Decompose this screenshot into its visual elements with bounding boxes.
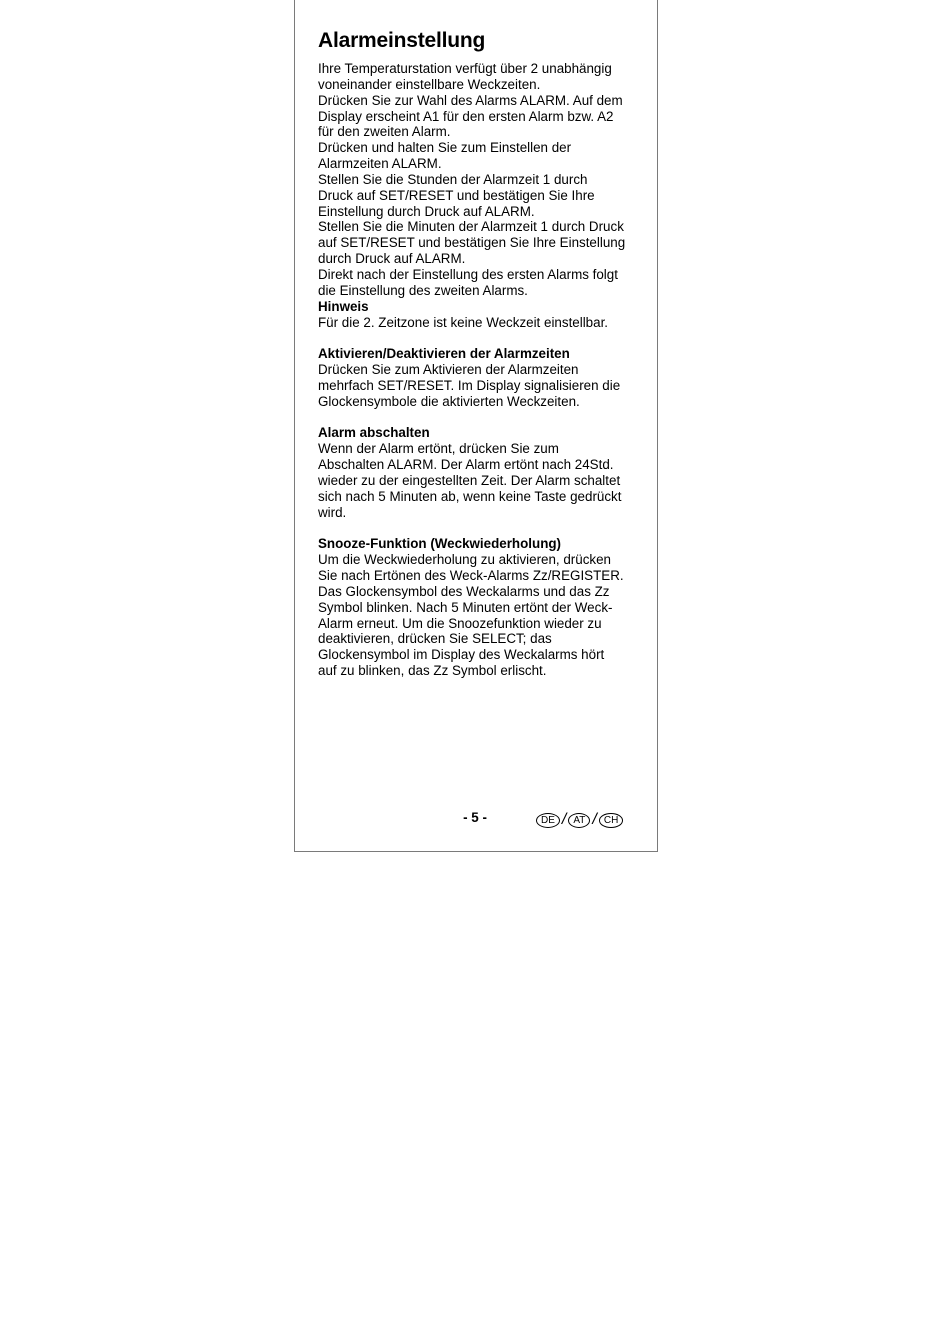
hint-section (318, 299, 643, 331)
text-line: Stellen Sie die Stunden der Alarmzeit 1 durch (318, 171, 588, 187)
snooze-heading: Snooze-Funktion (Weckwiederholung) (318, 536, 562, 552)
activate-section (318, 346, 643, 409)
text-line: für den zweiten Alarm. (318, 124, 451, 140)
country-badge-de: DE (536, 813, 560, 828)
text-line: Drücken Sie zur Wahl des Alarms ALARM. Auf dem (318, 92, 623, 108)
text-line: Direkt nach der Einstellung des ersten Alarms folgt (318, 266, 618, 282)
page-number: - 5 - (463, 810, 487, 825)
text-line: Das Glockensymbol des Weckalarms und das Zz (318, 583, 610, 599)
text-line: auf zu blinken, das Zz Symbol erlischt. (318, 663, 547, 679)
intro-section (318, 61, 643, 299)
text-line: wird. (318, 504, 347, 520)
country-badges (536, 812, 623, 828)
separator: / (561, 811, 567, 828)
text-line: Wenn der Alarm ertönt, drücken Sie zum (318, 441, 559, 457)
text-line: Druck auf SET/RESET und bestätigen Sie Ihre (318, 187, 595, 203)
snooze-section (318, 536, 643, 679)
text-line: Für die 2. Zeitzone ist keine Weckzeit einstellbar. (318, 314, 609, 330)
text-line: Einstellung durch Druck auf ALARM. (318, 203, 535, 219)
text-line: Symbol blinken. Nach 5 Minuten ertönt der Weck- (318, 599, 613, 615)
text-line: mehrfach SET/RESET. Im Display signalisieren die (318, 377, 621, 393)
hint-heading: Hinweis (318, 298, 369, 314)
text-line: sich nach 5 Minuten ab, wenn keine Taste gedrückt (318, 488, 622, 504)
text-line: Stellen Sie die Minuten der Alarmzeit 1 durch Druck (318, 219, 624, 235)
text-line: Ihre Temperaturstation verfügt über 2 unabhängig (318, 61, 612, 76)
text-line: auf SET/RESET und bestätigen Sie Ihre Einstellung (318, 235, 626, 251)
text-line: voneinander einstellbare Weckzeiten. (318, 76, 541, 92)
text-line: Alarmzeiten ALARM. (318, 156, 442, 172)
text-line: Drücken Sie zum Aktivieren der Alarmzeiten (318, 362, 579, 378)
text-line: die Einstellung des zweiten Alarms. (318, 282, 528, 298)
text-line: Display erscheint A1 für den ersten Alarm bzw. A2 (318, 108, 614, 124)
activate-heading: Aktivieren/Deaktivieren der Alarmzeiten (318, 346, 570, 362)
text-line: Alarm erneut. Um die Snoozefunktion wieder zu (318, 615, 602, 631)
text-line: Glockensymbole die aktivierten Weckzeiten. (318, 393, 580, 409)
text-line: Drücken und halten Sie zum Einstellen der (318, 140, 572, 156)
text-line: Abschalten ALARM. Der Alarm ertönt nach 24Std. (318, 457, 614, 473)
text-line: Glockensymbol im Display des Weckalarms hört (318, 647, 605, 663)
page-content (318, 28, 643, 679)
alarm-off-heading: Alarm abschalten (318, 425, 430, 441)
text-line: Sie nach Ertönen des Weck-Alarms Zz/REGISTER. (318, 568, 624, 583)
text-line: wieder zu der eingestellten Zeit. Der Alarm schaltet (318, 472, 621, 488)
text-line: deaktivieren, drücken Sie SELECT; das (318, 631, 552, 647)
page-title: Alarmeinstellung (318, 29, 486, 52)
country-badge-ch: CH (599, 813, 623, 828)
text-line: Um die Weckwiederholung zu aktivieren, drücken (318, 552, 611, 568)
text-line: durch Druck auf ALARM. (318, 251, 466, 267)
alarm-off-section (318, 425, 643, 520)
separator: / (592, 811, 597, 828)
country-badge-at: AT (568, 813, 590, 828)
